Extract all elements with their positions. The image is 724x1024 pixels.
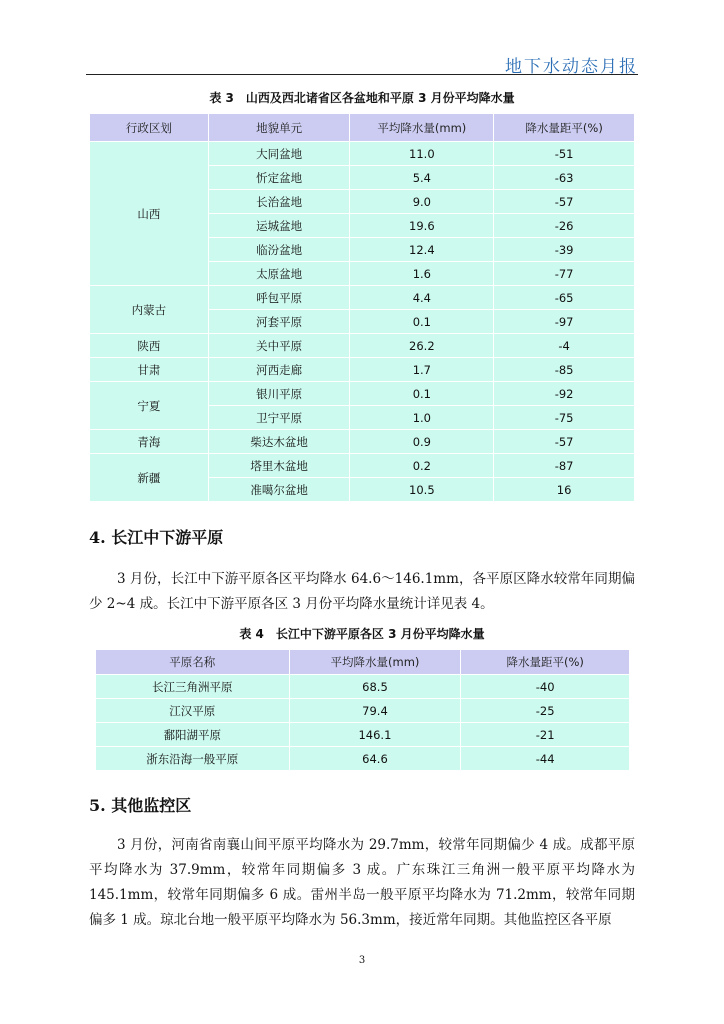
section5-paragraph: 3 月份，河南省南襄山间平原平均降水为 29.7mm，较常年同期偏少 4 成。成都平原平均降水为 37.9mm，较常年同期偏多 3 成。广东珠江三角洲一般平原平均降水为 145.1mm，较常年同期偏多 6 成。雷州半岛一般平原平均降水为 71.2mm，较常年同期偏多 1 成。琼北台地一般平原平均降水为 56.3mm，接近常年同期。其他监控区各平原 (89, 837, 635, 928)
table-row (90, 358, 635, 382)
plain-name-cell: 江汉平原 (96, 699, 290, 723)
anomaly-cell: -39 (494, 238, 635, 262)
table4-header-row (96, 650, 630, 675)
precip-cell: 0.2 (350, 454, 494, 478)
precip-cell: 0.1 (350, 382, 494, 406)
anomaly-cell: 16 (494, 478, 635, 502)
precip-cell: 19.6 (350, 214, 494, 238)
table3-header-row (90, 114, 635, 142)
landform-cell: 塔里木盆地 (208, 454, 350, 478)
precip-cell: 68.5 (289, 675, 461, 699)
landform-cell: 大同盆地 (208, 142, 350, 166)
plain-name-cell: 鄱阳湖平原 (96, 723, 290, 747)
table-row (90, 430, 635, 454)
table3-col-header: 地貌单元 (208, 114, 350, 142)
precip-cell: 12.4 (350, 238, 494, 262)
section5-heading: 5. 其他监控区 (89, 796, 192, 815)
precip-cell: 0.9 (350, 430, 494, 454)
region-cell: 山西 (90, 142, 209, 286)
anomaly-cell: -57 (494, 190, 635, 214)
table3-col-header: 降水量距平(%) (494, 114, 635, 142)
plain-name-cell: 浙东沿海一般平原 (96, 747, 290, 771)
anomaly-cell: -4 (494, 334, 635, 358)
landform-cell: 忻定盆地 (208, 166, 350, 190)
table-row (96, 747, 630, 771)
table4-body (96, 675, 630, 771)
landform-cell: 柴达木盆地 (208, 430, 350, 454)
precip-cell: 146.1 (289, 723, 461, 747)
anomaly-cell: -87 (494, 454, 635, 478)
precip-cell: 5.4 (350, 166, 494, 190)
region-cell: 新疆 (90, 454, 209, 502)
anomaly-cell: -40 (461, 675, 630, 699)
region-cell: 甘肃 (90, 358, 209, 382)
precip-cell: 26.2 (350, 334, 494, 358)
precip-cell: 0.1 (350, 310, 494, 334)
region-cell: 陕西 (90, 334, 209, 358)
anomaly-cell: -44 (461, 747, 630, 771)
table-row (96, 699, 630, 723)
plain-name-cell: 长江三角洲平原 (96, 675, 290, 699)
section4-heading: 4. 长江中下游平原 (89, 528, 224, 547)
region-cell: 宁夏 (90, 382, 209, 430)
anomaly-cell: -77 (494, 262, 635, 286)
table4-col-header: 平均降水量(mm) (289, 650, 461, 675)
landform-cell: 河套平原 (208, 310, 350, 334)
anomaly-cell: -85 (494, 358, 635, 382)
page-number: 3 (358, 955, 366, 966)
landform-cell: 卫宁平原 (208, 406, 350, 430)
anomaly-cell: -92 (494, 382, 635, 406)
table3-col-header: 行政区划 (90, 114, 209, 142)
precip-cell: 10.5 (350, 478, 494, 502)
anomaly-cell: -75 (494, 406, 635, 430)
table4-caption: 表 4 长江中下游平原各区 3 月份平均降水量 (239, 627, 485, 641)
anomaly-cell: -97 (494, 310, 635, 334)
table3 (89, 113, 635, 502)
precip-cell: 9.0 (350, 190, 494, 214)
region-cell: 青海 (90, 430, 209, 454)
table4-col-header: 降水量距平(%) (461, 650, 630, 675)
table-row (96, 675, 630, 699)
table4-col-header: 平原名称 (96, 650, 290, 675)
table-row (96, 723, 630, 747)
landform-cell: 太原盆地 (208, 262, 350, 286)
landform-cell: 运城盆地 (208, 214, 350, 238)
landform-cell: 准噶尔盆地 (208, 478, 350, 502)
report-title: 地下水动态月报 (505, 57, 638, 77)
table-row (90, 286, 635, 310)
anomaly-cell: -63 (494, 166, 635, 190)
precip-cell: 79.4 (289, 699, 461, 723)
precip-cell: 1.6 (350, 262, 494, 286)
precip-cell: 1.7 (350, 358, 494, 382)
table-row (90, 142, 635, 166)
table3-col-header: 平均降水量(mm) (350, 114, 494, 142)
header-divider (86, 74, 638, 75)
landform-cell: 临汾盆地 (208, 238, 350, 262)
table-row (90, 454, 635, 478)
landform-cell: 河西走廊 (208, 358, 350, 382)
landform-cell: 呼包平原 (208, 286, 350, 310)
precip-cell: 11.0 (350, 142, 494, 166)
anomaly-cell: -51 (494, 142, 635, 166)
anomaly-cell: -57 (494, 430, 635, 454)
region-cell: 内蒙古 (90, 286, 209, 334)
landform-cell: 长治盆地 (208, 190, 350, 214)
table-row (90, 334, 635, 358)
precip-cell: 64.6 (289, 747, 461, 771)
table3-caption: 表 3 山西及西北诸省区各盆地和平原 3 月份平均降水量 (209, 91, 515, 105)
landform-cell: 关中平原 (208, 334, 350, 358)
table-row (90, 382, 635, 406)
precip-cell: 1.0 (350, 406, 494, 430)
table4 (95, 649, 630, 771)
precip-cell: 4.4 (350, 286, 494, 310)
section4-paragraph: 3 月份，长江中下游平原各区平均降水 64.6～146.1mm，各平原区降水较常年同期偏少 2~4 成。长江中下游平原各区 3 月份平均降水量统计详见表 4。 (89, 571, 635, 612)
anomaly-cell: -65 (494, 286, 635, 310)
landform-cell: 银川平原 (208, 382, 350, 406)
anomaly-cell: -21 (461, 723, 630, 747)
anomaly-cell: -25 (461, 699, 630, 723)
table3-body (90, 142, 635, 502)
anomaly-cell: -26 (494, 214, 635, 238)
